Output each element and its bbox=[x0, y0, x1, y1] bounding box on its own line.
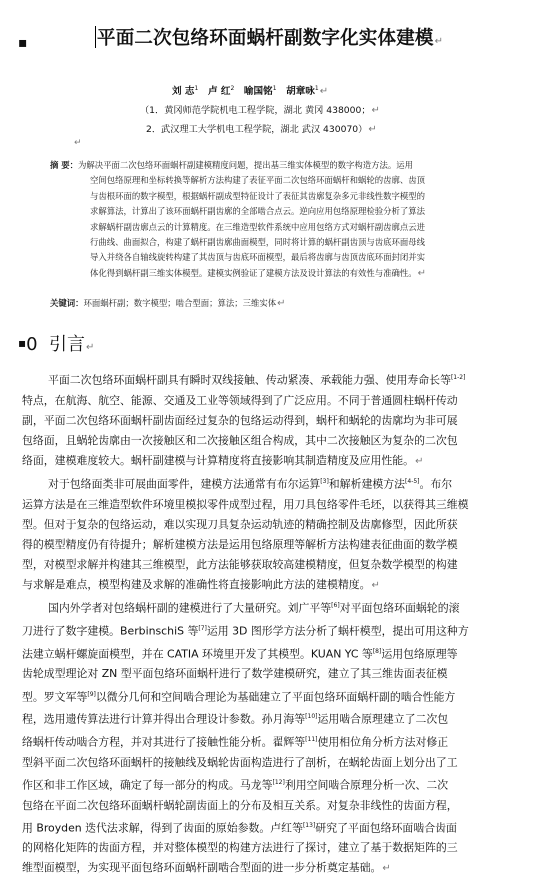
body-text bbox=[22, 368, 522, 880]
body-line: 副，平面二次包络环面蜗杆副齿面经过复杂的包络运动得到，蜗杆和蜗轮的齿廓均为非可展 bbox=[22, 413, 458, 427]
body-line: 法建立蜗杆螺旋面模型，并在 CATIA 环境里开发了其模型。KUAN YC 等[8]运用包络原理等 bbox=[22, 647, 458, 661]
paragraph-mark-icon: ↵ bbox=[417, 267, 427, 279]
citation-ref: [3] bbox=[320, 478, 329, 486]
paragraph-mark-icon: ↵ bbox=[74, 138, 82, 148]
abstract-line: 与齿根环面的数字模型，根据蜗杆副成型特征设计了表征其齿廓复杂多元非线性数字模型的 bbox=[90, 190, 425, 201]
author-affiliation-marker: 1 bbox=[194, 84, 199, 92]
body-line: 作区和非工作区域，确定了每一部分的构成。马龙等[12]利用空间啮合原理分析一次、二次 bbox=[22, 778, 449, 792]
citation-ref: [7] bbox=[198, 625, 207, 632]
body-line: 国内外学者对包络蜗杆副的建模进行了大量研究。刘广平等[6]对平面包络环面蜗轮的滚 bbox=[48, 601, 460, 615]
author-affiliation-marker: 1 bbox=[314, 84, 319, 92]
body-line: 型。罗文军等[9]以微分几何和空间啮合理论为基础建立了平面包络环面蜗杆副的啮合性能方 bbox=[22, 690, 456, 704]
abstract-line: 求解蜗杆副齿廓点云的计算精度。在三维造型软件系统中应用包络方式对蜗杆副齿廓点云进 bbox=[90, 221, 425, 232]
abstract-block bbox=[50, 158, 520, 281]
citation-ref: [12] bbox=[272, 778, 285, 786]
citation-ref: [8] bbox=[372, 647, 382, 655]
paragraph-mark-icon: ↵ bbox=[319, 86, 329, 97]
body-line: 对于包络面类非可展曲面零件，建模方法通常有布尔运算[3]和解析建模方法[4-5]。布尔 bbox=[48, 477, 453, 491]
body-line: 络面，建模难度较大。蜗杆副建模与计算精度将直接影响其制造精度及应用性能。↵ bbox=[22, 454, 424, 467]
abstract-line: 摘 要：为解决平面二次包络环面蜗杆副建模精度问题，提出基三维实体模型的数字构造方法。运用 bbox=[50, 160, 414, 170]
body-line: 运算方法是在三维造型软件环境里模拟零件成型过程，用刀具包络零件毛坯，以获得其三维模 bbox=[22, 497, 469, 511]
abstract-label: 摘 要： bbox=[50, 160, 79, 170]
section-number: 0 bbox=[26, 334, 38, 355]
section-heading bbox=[18, 330, 94, 356]
keywords-label: 关键词： bbox=[50, 298, 84, 308]
author-line bbox=[172, 83, 328, 97]
body-line: 包络面，且蜗轮齿廓由一次接触区和二次接触区组合构成，其中二次接触区为复杂的二次包 bbox=[22, 433, 458, 447]
paper-title: 平面二次包络环面蜗杆副数字化实体建模↵ bbox=[97, 28, 444, 49]
body-line: 的网格化矩阵的齿面方程，并对整体模型的构建方法进行了探讨，建立了基于数据矩阵的三 bbox=[22, 841, 458, 855]
paragraph-mark-icon: ↵ bbox=[368, 124, 377, 135]
author-name: 喻国铭 bbox=[243, 86, 273, 97]
body-line: 络蜗杆传动啮合方程，并对其进行了接触性能分析。翟辉等[11]使用相位角分析方法对修正 bbox=[22, 735, 449, 749]
body-line: 刀进行了数字建模。BerbinschiS 等[7]运用 3D 图形学方法分析了蜗杆模型，提出可用这种方 bbox=[22, 624, 469, 638]
citation-ref: [11] bbox=[305, 735, 318, 743]
citation-ref: [13] bbox=[302, 821, 316, 829]
body-line: 得的模型精度仍有待提升；解析建模方法是运用包络原理等解析方法构建表征曲面的数学模 bbox=[22, 538, 458, 551]
body-line: 平面二次包络环面蜗杆副具有瞬时双线接触、传动紧凑、承载能力强、使用寿命长等[1-2] bbox=[48, 373, 466, 387]
body-line: 齿轮成型理论对 ZN 型平面包络环面蜗杆进行了数学建模研究，建立了其三维齿面表征模 bbox=[22, 667, 448, 681]
body-line: 用 Broyden 迭代法求解，得到了齿面的原始参数。卢红等[13]研究了平面包络环面啮合齿面 bbox=[22, 821, 457, 835]
body-line: 与求解是难点，模型构建及求解的准确性将直接影响此方法的建模精度。↵ bbox=[22, 578, 380, 592]
section-title: 引言 bbox=[49, 334, 86, 355]
paragraph-mark-icon: ↵ bbox=[415, 456, 424, 467]
paragraph-mark-icon: ↵ bbox=[382, 863, 391, 875]
affiliation-1: （1．黄冈师范学院机电工程学院，湖北 黄冈 438000；↵ bbox=[140, 105, 380, 116]
citation-ref: [10] bbox=[305, 713, 318, 721]
author-name: 卢 红 bbox=[207, 86, 231, 97]
citation-ref: [4-5] bbox=[405, 478, 420, 486]
affiliation-2: 2．武汉理工大学机电工程学院，湖北 武汉 430070）↵ bbox=[146, 124, 377, 135]
abstract-line: 体化得到蜗杆副三维实体模型。建模实例验证了建模方法及设计算法的有效性与准确性。↵ bbox=[90, 267, 427, 279]
body-line: 维型面模型，为实现平面包络环面蜗杆副啮合型面的进一步分析奠定基础。↵ bbox=[22, 861, 391, 875]
body-line: 型。但对于复杂的包络运动，难以实现刀具复杂运动轨迹的精确控制及齿廓修型，因此所获 bbox=[22, 517, 458, 531]
citation-ref: [9] bbox=[87, 690, 96, 698]
paragraph-mark-icon: ↵ bbox=[86, 342, 95, 353]
author-name: 刘 志 bbox=[172, 86, 195, 97]
body-line: 特点，在航海、航空、能源、交通及工业等领域得到了广泛应用。不同于普通圆柱蜗杆传动 bbox=[22, 393, 458, 407]
author-name: 胡章咏 bbox=[286, 86, 315, 97]
author-affiliation-marker: 2 bbox=[230, 84, 235, 92]
list-bullet-marker: ▪ bbox=[18, 336, 27, 350]
body-line: 型斜平面二次包络环面蜗杆的接触线及蜗轮齿面构造进行了剖析，在蜗轮齿面上划分出了工 bbox=[22, 755, 458, 769]
body-line: 型，对模型求解并构建其三维模型，此方法能够获取较高建模精度，但复杂数学模型的构建 bbox=[22, 558, 458, 572]
text-cursor bbox=[95, 26, 96, 48]
paragraph-mark-icon: ↵ bbox=[434, 36, 444, 47]
paragraph-mark-icon: ↵ bbox=[371, 580, 380, 592]
list-bullet-marker: ▪ bbox=[18, 35, 28, 51]
paragraph-mark-icon: ↵ bbox=[277, 298, 286, 309]
abstract-line: 求解算法，计算出了该环面蜗杆副齿廓的全部啮合点云。逆向应用包络原理检验分析了算法 bbox=[90, 206, 425, 217]
paragraph-mark-icon: ↵ bbox=[371, 105, 380, 116]
citation-ref: [1-2] bbox=[450, 374, 466, 381]
body-line: 包络在平面二次包络环面蜗杆蜗轮副齿面上的分布及相互关系。对复杂非线性的齿面方程， bbox=[22, 798, 458, 812]
abstract-line: 行曲线、曲面拟合，构建了蜗杆副齿廓曲面模型，同时将计算的蜗杆副齿顶与齿底环面母线 bbox=[90, 237, 425, 248]
citation-ref: [6] bbox=[331, 602, 340, 610]
body-line: 程，选用遗传算法进行计算并得出合理设计参数。孙月海等[10]运用啮合原理建立了二次包 bbox=[22, 712, 449, 726]
abstract-line: 空间包络原理和坐标转换等解析方法构建了表征平面二次包络环面蜗杆和蜗轮的齿廓、齿顶 bbox=[90, 175, 425, 186]
author-affiliation-marker: 1 bbox=[272, 84, 277, 92]
abstract-line: 导入并绕各自轴线旋转构建了其齿顶与齿底环面模型，最后将齿廓与齿顶齿底环面封闭并实 bbox=[90, 252, 425, 263]
keywords-line bbox=[50, 297, 286, 309]
keywords-text: 环面蜗杆副；数字模型；啮合型面；算法；三维实体 bbox=[83, 298, 277, 308]
